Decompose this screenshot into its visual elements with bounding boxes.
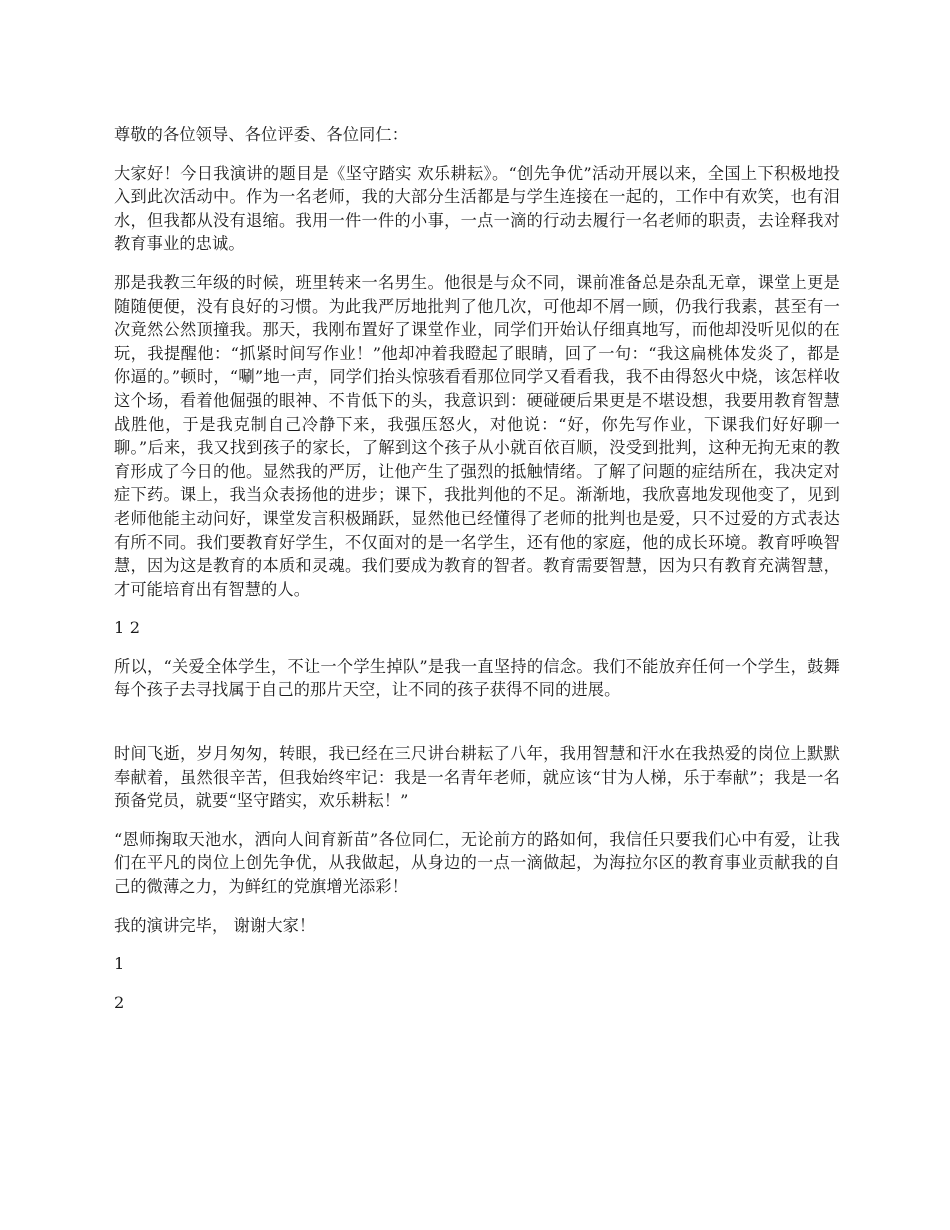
- paragraph-thanks: 我的演讲完毕， 谢谢大家！: [114, 915, 316, 935]
- page-number-2: 2: [114, 992, 125, 1012]
- page-number-1: 1: [114, 954, 125, 974]
- paragraph-closing: “恩师掬取天池水，洒向人间育新苗”各位同仁，无论前方的路如何，我信任只要我们心中有爱，让我们在平凡的岗位上创先争优，从我做起，从身边的一点一滴做起，为海拉尔区的教育事业贡献我的自己的微薄之力，为鲜红的党旗增光添彩！: [114, 829, 840, 897]
- paragraph-intro: 大家好！今日我演讲的题目是《坚守踏实 欢乐耕耘》。“创先争优”活动开展以来，全国上下积极地投入到此次活动中。作为一名老师，我的大部分生活都是与学生连接在一起的，工作中有欢笑，也有泪水，但我都从没有退缩。我用一件一件的小事，一点一滴的行动去履行一名老师的职责，去诠释我对教育事业的忠诚。: [114, 163, 840, 254]
- page-marker: 1 2: [114, 618, 141, 638]
- paragraph-reflection: 时间飞逝，岁月匆匆，转眼，我已经在三尺讲台耕耘了八年，我用智慧和汗水在我热爱的岗位上默默奉献着，虽然很辛苦，但我始终牢记：我是一名青年老师，就应该“甘为人梯，乐于奉献”；我是一名预备党员，就要“坚守踏实，欢乐耕耘！”: [114, 744, 840, 811]
- paragraph-belief: 所以，“关爱全体学生，不让一个学生掉队”是我一直坚持的信念。我们不能放弃任何一个学生，鼓舞每个孩子去寻找属于自己的那片天空，让不同的孩子获得不同的进展。: [114, 656, 840, 700]
- salutation: 尊敬的各位领导、各位评委、各位同仁：: [114, 125, 409, 144]
- document-body: [114, 123, 840, 1029]
- paragraph-story: 那是我教三年级的时候，班里转来一名男生。他很是与众不同，课前准备总是杂乱无章，课堂上更是随随便便，没有良好的习惯。为此我严厉地批判了他几次，可他却不屑一顾，仍我行我素，甚至有一次竟然公然顶撞我。那天，我刚布置好了课堂作业，同学们开始认仔细真地写，而他却没听见似的在玩，我提醒他：“抓紧时间写作业！”他却冲着我瞪起了眼睛，回了一句：“我这扁桃体发炎了，都是你逼的。”顿时，“唰”地一声，同学们抬头惊骇看看那位同学又看看我，我不由得怒火中烧，该怎样收这个场，看着他倔强的眼神、不肯低下的头，我意识到：硬碰硬后果更是不堪设想，我要用教育智慧战胜他，于是我克制自己冷静下来，我强压怒火，对他说：“好，你先写作业，下课我们好好聊一聊。”后来，我又找到孩子的家长，了解到这个孩子从小就百依百顺，没受到批判，这种无拘无束的教育形成了今日的他。显然我的严厉，让他产生了强烈的抵触情绪。了解了问题的症结所在，我决定对症下药。课上，我当众表扬他的进步；课下，我批判他的不足。渐渐地，我欣喜地发现他变了，见到老师他能主动问好，课堂发言积极踊跃，显然他已经懂得了老师的批判也是爱，只不过爱的方式表达有所不同。我们要教育好学生，不仅面对的是一名学生，还有他的家庭，他的成长环境。教育呼唤智慧，因为这是教育的本质和灵魂。我们要成为教育的智者。教育需要智慧，因为只有教育充满智慧，才可能培育出有智慧的人。: [114, 272, 841, 599]
